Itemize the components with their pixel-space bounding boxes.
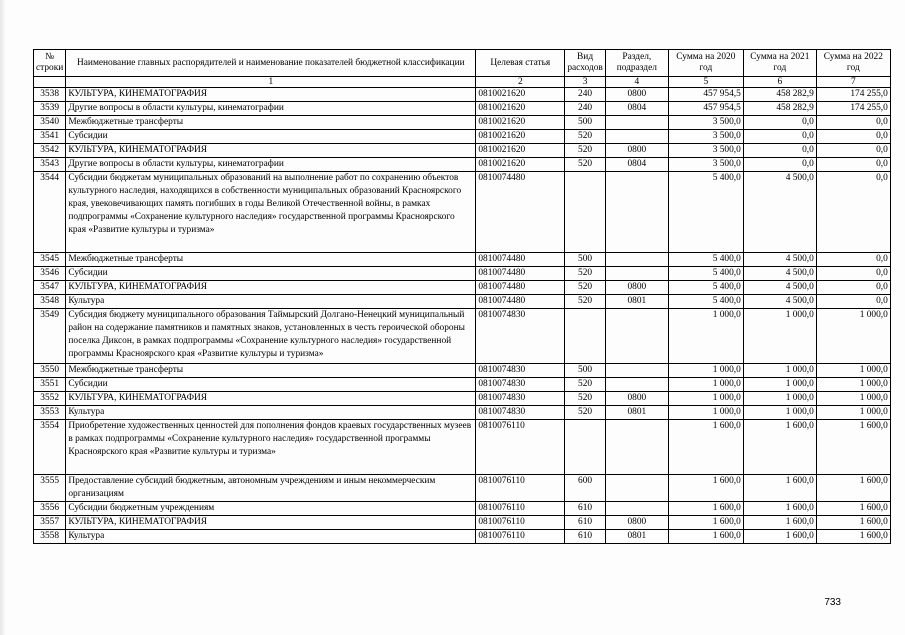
row-sum-2021: 4 500,0 (743, 253, 816, 267)
row-sum-2020: 1 000,0 (668, 406, 743, 420)
row-target-article: 0810021620 (476, 116, 565, 130)
table-row (34, 116, 891, 130)
row-sum-2022: 0,0 (816, 267, 890, 281)
row-sum-2020: 1 600,0 (668, 502, 743, 516)
table-row (34, 267, 891, 281)
row-name: Другие вопросы в области культуры, кинематографии (66, 102, 476, 116)
row-number: 3554 (34, 420, 66, 475)
row-expense-type: 240 (565, 102, 606, 116)
row-sum-2022: 0,0 (816, 295, 890, 309)
row-number: 3542 (34, 144, 66, 158)
row-number: 3539 (34, 102, 66, 116)
row-target-article: 0810074480 (476, 281, 565, 295)
row-expense-type: 520 (565, 378, 606, 392)
row-sum-2021: 1 000,0 (743, 309, 816, 364)
row-sum-2021: 4 500,0 (743, 267, 816, 281)
table-row (34, 172, 891, 253)
row-sum-2020: 1 000,0 (668, 392, 743, 406)
row-name: Культура (66, 295, 476, 309)
table-row (34, 420, 891, 475)
row-sum-2020: 3 500,0 (668, 144, 743, 158)
row-number: 3543 (34, 158, 66, 172)
header-target-article: Целевая статья (476, 50, 565, 77)
row-name: Субсидии бюджетам муниципальных образований на выполнение работ по сохранению объектов культурного наследия, находящихся в собственности муниципальных образований Красноярского края, увековечивающих память погибших в годы Великой Отечественной войны, в рамках подпрограммы «Сохранение культурного наследия» государственной программы Красноярского края «Развитие культуры и туризма» (66, 172, 476, 253)
row-sum-2022: 0,0 (816, 158, 890, 172)
row-sum-2020: 457 954,5 (668, 102, 743, 116)
header-sum-2021: Сумма на 2021 год (743, 50, 816, 77)
row-section: 0804 (605, 102, 668, 116)
row-number: 3545 (34, 253, 66, 267)
row-sum-2022: 1 000,0 (816, 406, 890, 420)
row-number: 3549 (34, 309, 66, 364)
table-body (34, 88, 891, 544)
table-row (34, 364, 891, 378)
row-expense-type (565, 172, 606, 253)
row-target-article: 0810076110 (476, 502, 565, 516)
row-number: 3548 (34, 295, 66, 309)
row-sum-2022: 1 600,0 (816, 530, 890, 544)
column-number-1: 1 (66, 77, 476, 88)
row-section: 0804 (605, 158, 668, 172)
row-expense-type: 500 (565, 116, 606, 130)
row-sum-2022: 1 600,0 (816, 516, 890, 530)
row-section: 0801 (605, 406, 668, 420)
row-expense-type: 500 (565, 253, 606, 267)
table-row (34, 281, 891, 295)
row-expense-type: 240 (565, 88, 606, 102)
table-row (34, 295, 891, 309)
table-row (34, 502, 891, 516)
row-target-article: 0810074480 (476, 253, 565, 267)
row-section: 0801 (605, 295, 668, 309)
row-name: Межбюджетные трансферты (66, 116, 476, 130)
row-sum-2021: 1 600,0 (743, 516, 816, 530)
row-section: 0800 (605, 144, 668, 158)
row-number: 3551 (34, 378, 66, 392)
table-row (34, 530, 891, 544)
row-expense-type: 520 (565, 295, 606, 309)
row-sum-2021: 1 000,0 (743, 378, 816, 392)
row-number: 3538 (34, 88, 66, 102)
row-number: 3546 (34, 267, 66, 281)
table-header (34, 50, 891, 88)
column-number-blank (34, 77, 66, 88)
header-expense-type: Вид расходов (565, 50, 606, 77)
row-section (605, 309, 668, 364)
row-name: Межбюджетные трансферты (66, 253, 476, 267)
row-name: Субсидии бюджетным учреждениям (66, 502, 476, 516)
row-target-article: 0810021620 (476, 88, 565, 102)
row-number: 3547 (34, 281, 66, 295)
row-expense-type: 610 (565, 530, 606, 544)
row-sum-2020: 3 500,0 (668, 158, 743, 172)
table-row (34, 130, 891, 144)
row-number: 3550 (34, 364, 66, 378)
row-sum-2020: 1 000,0 (668, 309, 743, 364)
row-sum-2021: 0,0 (743, 144, 816, 158)
row-sum-2022: 174 255,0 (816, 102, 890, 116)
column-number-6: 6 (743, 77, 816, 88)
scan-shadow (0, 0, 6, 635)
row-name: Субсидии (66, 378, 476, 392)
row-sum-2022: 0,0 (816, 253, 890, 267)
column-number-row (34, 77, 891, 88)
row-expense-type: 520 (565, 144, 606, 158)
row-section: 0801 (605, 530, 668, 544)
row-expense-type: 610 (565, 516, 606, 530)
row-expense-type: 520 (565, 267, 606, 281)
row-sum-2021: 1 000,0 (743, 406, 816, 420)
table-row (34, 158, 891, 172)
header-name: Наименование главных распорядителей и наименование показателей бюджетной классификации (66, 50, 476, 77)
row-sum-2022: 0,0 (816, 281, 890, 295)
row-name: Приобретение художественных ценностей для пополнения фондов краевых государственных музеев в рамках подпрограммы «Сохранение культурного наследия» государственной программы Красноярского края «Развитие культуры и туризма» (66, 420, 476, 475)
table-row (34, 144, 891, 158)
row-expense-type: 500 (565, 364, 606, 378)
row-target-article: 0810076110 (476, 516, 565, 530)
row-sum-2020: 3 500,0 (668, 130, 743, 144)
row-sum-2020: 5 400,0 (668, 253, 743, 267)
row-sum-2020: 5 400,0 (668, 281, 743, 295)
row-sum-2022: 1 600,0 (816, 475, 890, 502)
row-sum-2021: 1 600,0 (743, 502, 816, 516)
row-sum-2020: 457 954,5 (668, 88, 743, 102)
row-number: 3558 (34, 530, 66, 544)
row-sum-2020: 1 600,0 (668, 530, 743, 544)
row-sum-2022: 1 000,0 (816, 309, 890, 364)
row-number: 3557 (34, 516, 66, 530)
row-sum-2022: 1 000,0 (816, 364, 890, 378)
row-sum-2021: 1 600,0 (743, 475, 816, 502)
column-number-4: 4 (605, 77, 668, 88)
row-sum-2021: 458 282,9 (743, 102, 816, 116)
row-number: 3552 (34, 392, 66, 406)
row-target-article: 0810076110 (476, 530, 565, 544)
row-sum-2020: 1 600,0 (668, 475, 743, 502)
row-expense-type: 600 (565, 475, 606, 502)
row-sum-2021: 1 000,0 (743, 392, 816, 406)
table-row (34, 516, 891, 530)
row-sum-2020: 1 000,0 (668, 364, 743, 378)
header-section: Раздел, подраздел (605, 50, 668, 77)
row-name: КУЛЬТУРА, КИНЕМАТОГРАФИЯ (66, 392, 476, 406)
table-row (34, 309, 891, 364)
row-name: Субсидия бюджету муниципального образования Таймырский Долгано-Ненецкий муниципальный район на содержание памятников и памятных знаков, установленных в честь героической обороны поселка Диксон, в рамках подпрограммы «Сохранение культурного наследия» государственной программы Красноярского края «Развитие культуры и туризма» (66, 309, 476, 364)
row-target-article: 0810074830 (476, 364, 565, 378)
row-section (605, 172, 668, 253)
row-sum-2021: 458 282,9 (743, 88, 816, 102)
row-section: 0800 (605, 281, 668, 295)
row-section (605, 502, 668, 516)
row-number: 3555 (34, 475, 66, 502)
row-sum-2022: 1 000,0 (816, 392, 890, 406)
row-section (605, 253, 668, 267)
row-sum-2022: 1 600,0 (816, 502, 890, 516)
header-sum-2020: Сумма на 2020 год (668, 50, 743, 77)
table-row (34, 88, 891, 102)
budget-table (33, 49, 891, 544)
row-number: 3541 (34, 130, 66, 144)
row-name: Предоставление субсидий бюджетным, автономным учреждениям и иным некоммерческим организациям (66, 475, 476, 502)
row-name: КУЛЬТУРА, КИНЕМАТОГРАФИЯ (66, 281, 476, 295)
row-target-article: 0810074480 (476, 172, 565, 253)
table-row (34, 406, 891, 420)
row-expense-type: 520 (565, 130, 606, 144)
row-target-article: 0810076110 (476, 420, 565, 475)
row-section: 0800 (605, 392, 668, 406)
row-sum-2021: 4 500,0 (743, 281, 816, 295)
row-sum-2022: 0,0 (816, 172, 890, 253)
row-target-article: 0810074830 (476, 378, 565, 392)
column-number-5: 5 (668, 77, 743, 88)
row-expense-type (565, 420, 606, 475)
table-row (34, 102, 891, 116)
header-sum-2022: Сумма на 2022 год (816, 50, 890, 77)
row-target-article: 0810021620 (476, 102, 565, 116)
row-sum-2022: 0,0 (816, 130, 890, 144)
row-name: Другие вопросы в области культуры, кинематографии (66, 158, 476, 172)
row-sum-2020: 1 600,0 (668, 516, 743, 530)
column-number-3: 3 (565, 77, 606, 88)
row-section: 0800 (605, 88, 668, 102)
row-sum-2021: 1 600,0 (743, 530, 816, 544)
row-sum-2022: 0,0 (816, 144, 890, 158)
row-sum-2020: 3 500,0 (668, 116, 743, 130)
row-section: 0800 (605, 516, 668, 530)
row-section (605, 420, 668, 475)
row-name: КУЛЬТУРА, КИНЕМАТОГРАФИЯ (66, 88, 476, 102)
row-sum-2022: 1 000,0 (816, 378, 890, 392)
row-expense-type (565, 309, 606, 364)
row-number: 3544 (34, 172, 66, 253)
row-sum-2021: 0,0 (743, 158, 816, 172)
row-sum-2022: 0,0 (816, 116, 890, 130)
row-sum-2020: 5 400,0 (668, 295, 743, 309)
row-expense-type: 520 (565, 158, 606, 172)
row-target-article: 0810074830 (476, 309, 565, 364)
row-sum-2021: 1 600,0 (743, 420, 816, 475)
row-target-article: 0810074830 (476, 406, 565, 420)
row-target-article: 0810021620 (476, 144, 565, 158)
row-target-article: 0810076110 (476, 475, 565, 502)
row-section (605, 378, 668, 392)
row-number: 3556 (34, 502, 66, 516)
row-expense-type: 520 (565, 281, 606, 295)
row-section (605, 364, 668, 378)
row-sum-2022: 174 255,0 (816, 88, 890, 102)
row-number: 3553 (34, 406, 66, 420)
row-sum-2021: 0,0 (743, 130, 816, 144)
row-sum-2021: 1 000,0 (743, 364, 816, 378)
row-sum-2020: 5 400,0 (668, 267, 743, 281)
row-sum-2021: 0,0 (743, 116, 816, 130)
column-number-2: 2 (476, 77, 565, 88)
row-target-article: 0810074480 (476, 267, 565, 281)
row-section (605, 267, 668, 281)
row-name: Межбюджетные трансферты (66, 364, 476, 378)
row-sum-2021: 4 500,0 (743, 172, 816, 253)
row-expense-type: 610 (565, 502, 606, 516)
row-section (605, 130, 668, 144)
table-row (34, 392, 891, 406)
page-number: 733 (824, 597, 841, 608)
row-name: Субсидии (66, 130, 476, 144)
row-expense-type: 520 (565, 406, 606, 420)
table-row (34, 475, 891, 502)
row-name: Субсидии (66, 267, 476, 281)
row-sum-2021: 4 500,0 (743, 295, 816, 309)
row-target-article: 0810021620 (476, 130, 565, 144)
column-number-7: 7 (816, 77, 890, 88)
row-name: КУЛЬТУРА, КИНЕМАТОГРАФИЯ (66, 144, 476, 158)
row-sum-2020: 5 400,0 (668, 172, 743, 253)
table-row (34, 253, 891, 267)
row-sum-2020: 1 000,0 (668, 378, 743, 392)
row-name: Культура (66, 530, 476, 544)
row-expense-type: 520 (565, 392, 606, 406)
row-target-article: 0810074830 (476, 392, 565, 406)
row-section (605, 116, 668, 130)
row-sum-2020: 1 600,0 (668, 420, 743, 475)
row-name: КУЛЬТУРА, КИНЕМАТОГРАФИЯ (66, 516, 476, 530)
row-number: 3540 (34, 116, 66, 130)
header-row-number: № строки (34, 50, 66, 77)
row-section (605, 475, 668, 502)
row-name: Культура (66, 406, 476, 420)
row-target-article: 0810021620 (476, 158, 565, 172)
row-sum-2022: 1 600,0 (816, 420, 890, 475)
row-target-article: 0810074480 (476, 295, 565, 309)
table-row (34, 378, 891, 392)
